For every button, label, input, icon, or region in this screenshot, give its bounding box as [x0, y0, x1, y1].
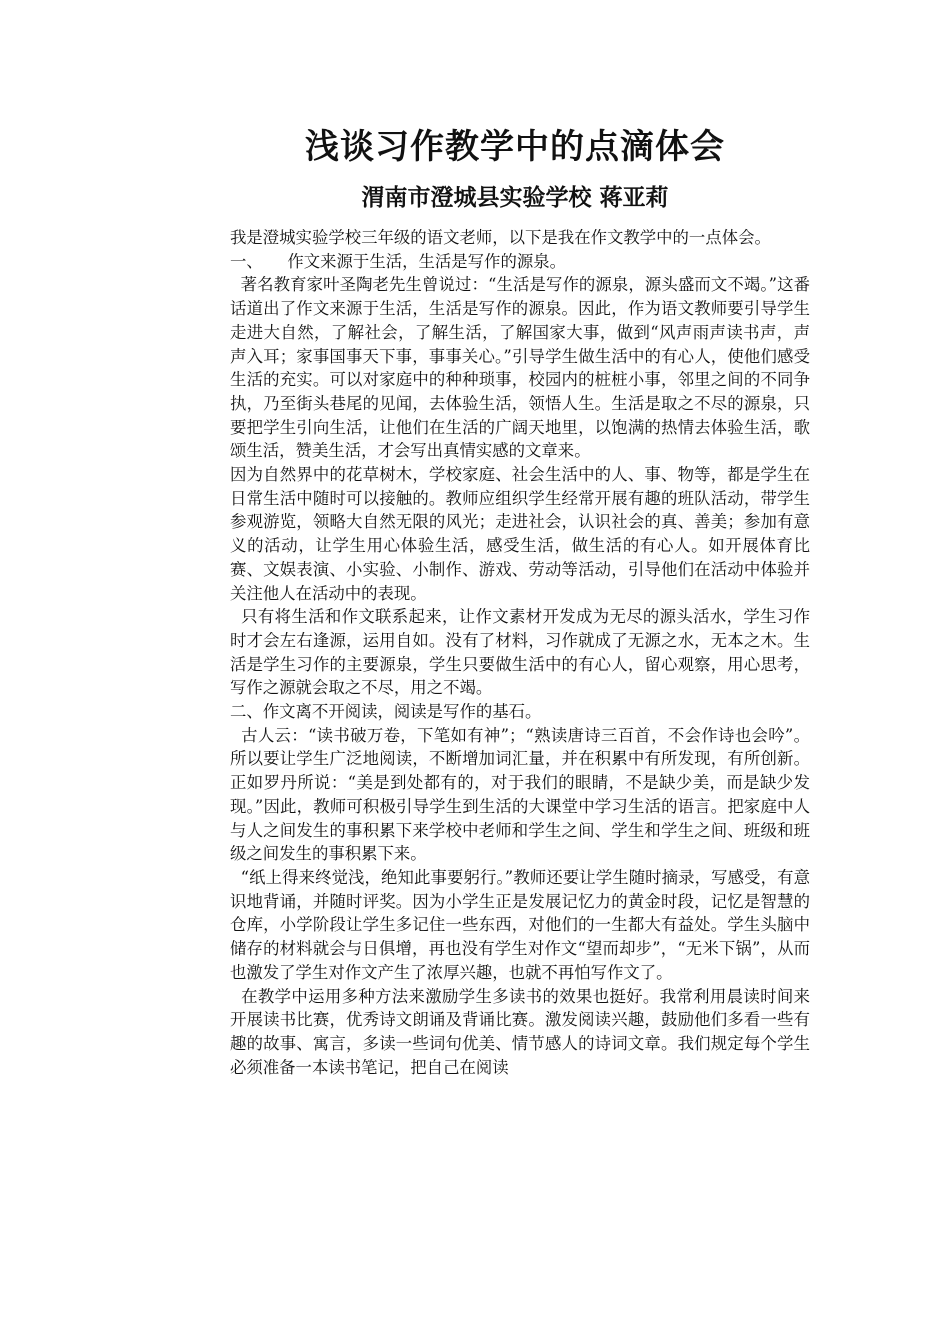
paragraph: 只有将生活和作文联系起来，让作文素材开发成为无尽的源头活水，学生习作时才会左右逢源，运用自如。没有了材料，习作就成了无源之水，无本之木。生活是学生习作的主要源泉，学生只要做生活中的有心人，留心观察，用心思考，写作之源就会取之不尽，用之不竭。 [230, 607, 810, 698]
author-line: 渭南市澄城县实验学校 蒋亚莉 [361, 184, 669, 211]
paragraph: 古人云：“读书破万卷，下笔如有神”；“熟读唐诗三百首，不会作诗也会吟”。所以要让学生广泛地阅读，不断增加词汇量，并在积累中有所发现，有所创新。正如罗丹所说：“美是到处都有的，对于我们的眼睛，不是缺少美，而是缺少发现。”因此，教师可积极引导学生到生活的大课堂中学习生活的语言。把家庭中人与人之间发生的事积累下来学校中老师和学生之间、学生和学生之间、班级和班级之间发生的事积累下来。 [230, 725, 811, 864]
paragraph: 我是澄城实验学校三年级的语文老师，以下是我在作文教学中的一点体会。 [230, 228, 771, 247]
document-body [230, 226, 810, 1079]
section-heading: 二、作文离不开阅读，阅读是写作的基石。 [230, 702, 542, 722]
paragraph: 因为自然界中的花草树木，学校家庭、社会生活中的人、事、物等，都是学生在日常生活中随时可以接触的。教师应组织学生经常开展有趣的班队活动，带学生参观游览，领略大自然无限的风光；走进社会，认识社会的真、善美；参加有意义的活动，让学生用心体验生活，感受生活，做生活的有心人。如开展体育比赛、文娱表演、小实验、小制作、游戏、劳动等活动，引导他们在活动中体验并关注他人在活动中的表现。 [230, 465, 810, 603]
paragraph: 著名教育家叶圣陶老先生曾说过：“生活是写作的源泉，源头盛而文不竭。”这番话道出了作文来源于生活，生活是写作的源泉。因此，作为语文教师要引导学生走进大自然，了解社会，了解生活，了解国家大事，做到“风声雨声读书声，声声入耳；家事国事天下事，事事关心。”引导学生做生活中的有心人，使他们感受生活的充实。可以对家庭中的种种琐事，校园内的桩桩小事，邻里之间的不同争执，乃至街头巷尾的见闻，去体验生活，领悟人生。生活是取之不尽的源泉，只要把学生引向生活，让他们在生活的广阔天地里，以饱满的热情去体验生活，歌颂生活，赞美生活，才会写出真情实感的文章来。 [230, 275, 810, 461]
paragraph: “纸上得来终觉浅，绝知此事要躬行。”教师还要让学生随时摘录，写感受，有意识地背诵，并随时评奖。因为小学生正是发展记忆力的黄金时段，记忆是智慧的仓库，小学阶段让学生多记住一些东西，对他们的一生都大有益处。学生头脑中储存的材料就会与日俱增，再也没有学生对作文“望而却步”，“无米下锅”，从而也激发了学生对作文产生了浓厚兴趣，也就不再怕写作文了。 [230, 867, 810, 982]
paragraph: 在教学中运用多种方法来激励学生多读书的效果也挺好。我常利用晨读时间来开展读书比赛，优秀诗文朗诵及背诵比赛。激发阅读兴趣，鼓励他们多看一些有趣的故事、寓言，多读一些词句优美、情节感人的诗词文章。我们规定每个学生必须准备一本读书笔记，把自己在阅读 [230, 986, 810, 1077]
section-heading: 一、 作文来源于生活，生活是写作的源泉。 [230, 251, 567, 271]
page-title: 浅谈习作教学中的点滴体会 [305, 127, 725, 167]
